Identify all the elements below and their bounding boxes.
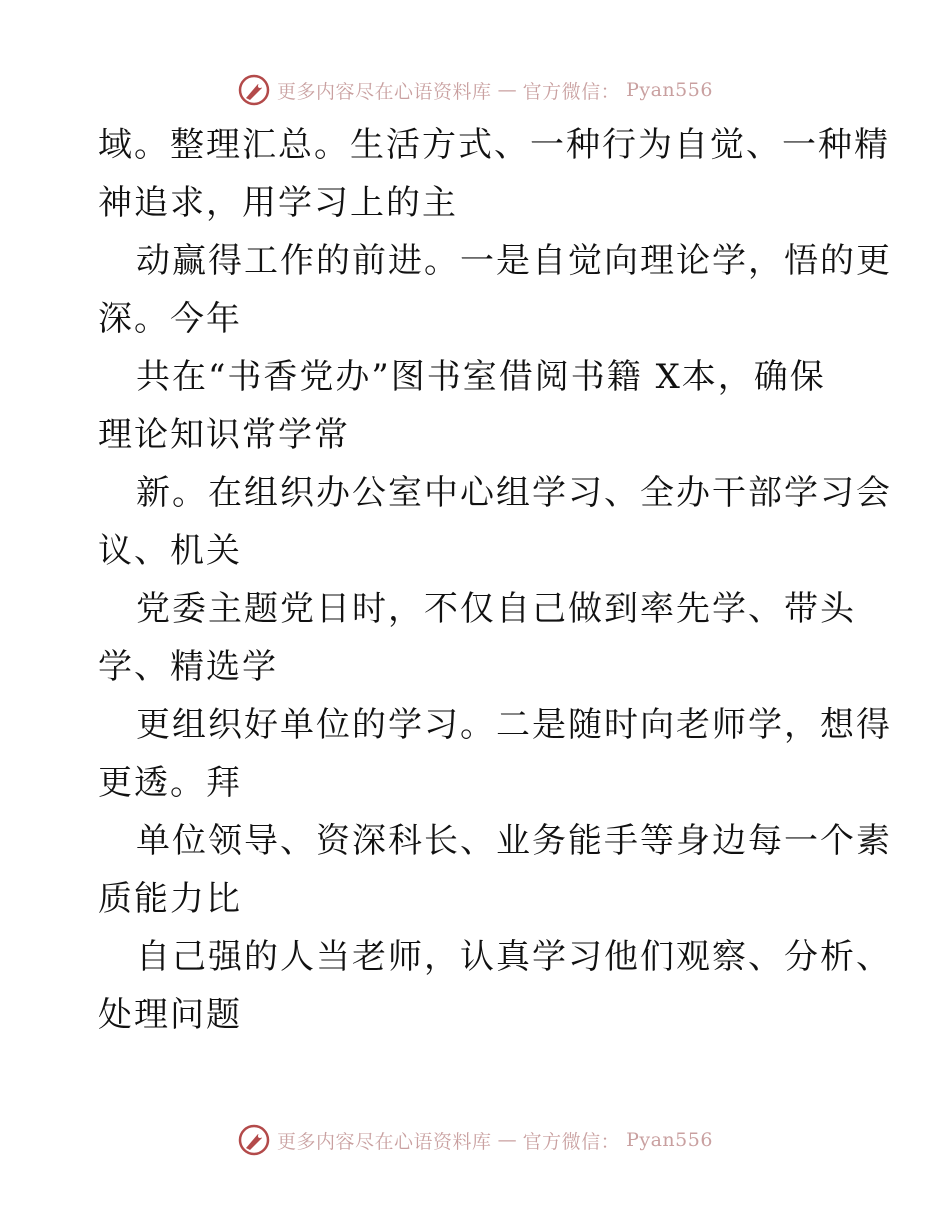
text-line: 议、机关 xyxy=(98,531,242,571)
text-line: 学、精选学 xyxy=(98,647,278,687)
header-watermark xyxy=(0,70,950,110)
watermark-tail: 官方微信： xyxy=(522,80,621,103)
watermark-text: 更多内容尽在心语资料库 xyxy=(277,1130,492,1153)
text-line: 新。在组织办公室中心组学习、全办干部学习会 xyxy=(136,473,892,513)
watermark-text: 更多内容尽在心语资料库 xyxy=(277,80,492,103)
document-body xyxy=(98,116,892,1044)
text-line: 党委主题党日时，不仅自己做到率先学、带头 xyxy=(136,589,856,629)
footer-watermark xyxy=(0,1120,950,1160)
watermark-separator: — xyxy=(497,79,517,101)
watermark-separator: — xyxy=(497,1129,517,1151)
watermark-account: Pyan556 xyxy=(626,1129,713,1151)
text-line: 动赢得工作的前进。一是自觉向理论学，悟的更 xyxy=(136,241,892,281)
text-line: 理论知识常学常 xyxy=(98,415,350,455)
text-line: 域。整理汇总。生活方式、一种行为自觉、一种精 xyxy=(98,125,890,165)
pen-nib-logo-icon xyxy=(237,73,271,107)
watermark-tail: 官方微信： xyxy=(522,1130,621,1153)
text-line: 共在“书香党办”图书室借阅书籍 X本，确保 xyxy=(136,357,826,397)
text-line: 神追求，用学习上的主 xyxy=(98,183,458,223)
watermark-account: Pyan556 xyxy=(626,79,713,101)
text-line: 更透。拜 xyxy=(98,763,242,803)
pen-nib-logo-icon xyxy=(237,1123,271,1157)
text-line: 更组织好单位的学习。二是随时向老师学，想得 xyxy=(136,705,892,745)
text-line: 自己强的人当老师，认真学习他们观察、分析、 xyxy=(136,937,892,977)
text-line: 质能力比 xyxy=(98,879,242,919)
text-line: 单位领导、资深科长、业务能手等身边每一个素 xyxy=(136,821,892,861)
text-line: 处理问题 xyxy=(98,995,242,1035)
text-line: 深。今年 xyxy=(98,299,242,339)
